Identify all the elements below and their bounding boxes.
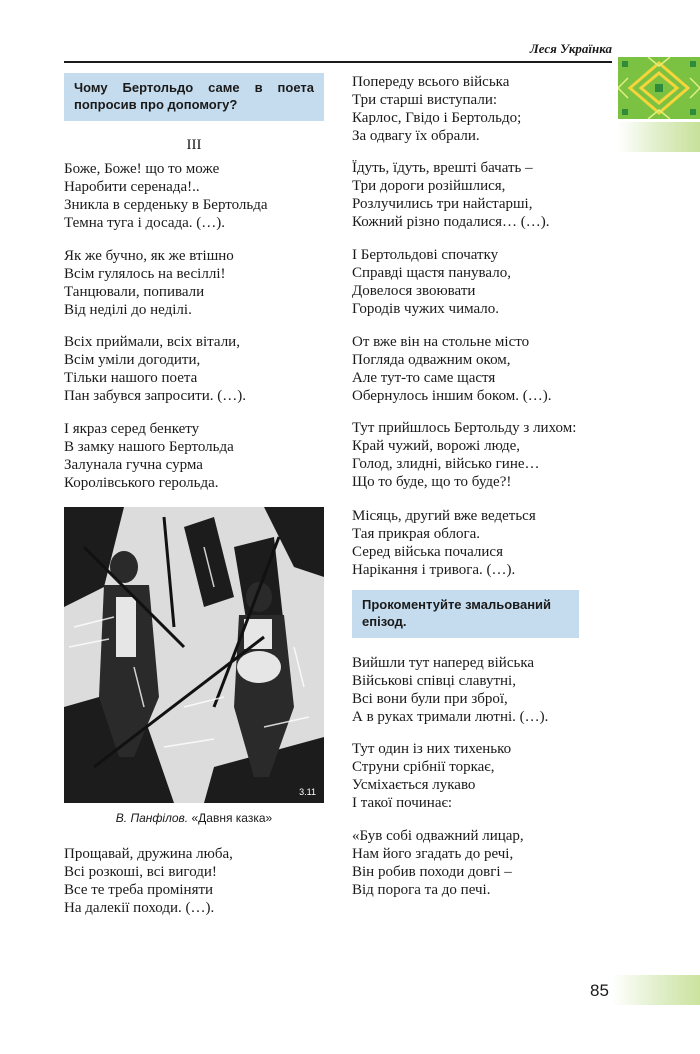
- poem-line: Що то буде, що то буде?!: [352, 474, 512, 490]
- illustration-caption: [64, 811, 324, 825]
- poem-stanza: [64, 420, 234, 492]
- poem-line: Вийшли тут наперед війська: [352, 655, 535, 671]
- poem-line: Тут прийшлось Бертольду з лихом:: [352, 420, 577, 436]
- poem-line: Всім гулялось на весіллі!: [64, 266, 226, 282]
- poem-line: Королівського герольда.: [64, 475, 219, 491]
- poem-line: Всім уміли догодити,: [64, 352, 201, 368]
- poem-stanza: [352, 740, 511, 812]
- poem-line: Боже, Боже! що то може: [64, 161, 220, 177]
- poem-line: Справді щастя панувало,: [352, 265, 511, 281]
- poem-line: Він робив походи довгі –: [352, 864, 512, 880]
- poem-line: Від порога та до печі.: [352, 882, 491, 898]
- poem-line: Пан забувся запросити. (…).: [64, 388, 247, 404]
- poem-stanza: [64, 333, 246, 405]
- poem-line: Три дороги розійшлися,: [352, 178, 506, 194]
- poem-line: Військові співці славутні,: [352, 673, 516, 689]
- poem-line: Але тут-то саме щастя: [352, 370, 496, 386]
- poem-line: Наробити серенада!..: [64, 179, 200, 195]
- embroidery-ornament-icon: [618, 57, 700, 119]
- poem-line: Як же бучно, як же втішно: [64, 248, 234, 264]
- poem-stanza: [352, 507, 536, 579]
- poem-line: От вже він на стольне місто: [352, 334, 530, 350]
- poem-line: Зникла в серденьку в Бертольда: [64, 197, 268, 213]
- poem-line: Місяць, другий вже ведеться: [352, 508, 536, 524]
- poem-line: На далекії походи. (…).: [64, 900, 215, 916]
- poem-line: Все те треба проміняти: [64, 882, 214, 898]
- poem-line: Всі вони були при зброї,: [352, 691, 508, 707]
- poem-stanza: [64, 845, 233, 917]
- poem-line: Край чужий, ворожі люде,: [352, 438, 521, 454]
- poem-line: Нам його згадать до речі,: [352, 846, 514, 862]
- poem-line: Від неділі до неділі.: [64, 302, 192, 318]
- poem-stanza: [352, 419, 576, 491]
- caption-title: «Давня казка»: [191, 811, 273, 825]
- poem-line: І такої починає:: [352, 795, 453, 811]
- woodcut-illustration: [64, 507, 324, 803]
- poem-line: Усміхається лукаво: [352, 777, 476, 793]
- poem-stanza: [64, 247, 234, 319]
- poem-line: Городів чужих чимало.: [352, 301, 500, 317]
- poem-line: Карлос, Гвідо і Бертольдо;: [352, 110, 522, 126]
- poem-line: Погляда одважним оком,: [352, 352, 511, 368]
- poem-line: Серед війська почалися: [352, 544, 503, 560]
- poem-line: Струни срібнії торкає,: [352, 759, 495, 775]
- poem-line: А в руках тримали лютні. (…).: [352, 709, 549, 725]
- poem-stanza: [352, 73, 521, 145]
- question-box: Прокоментуйте змальований епізод.: [352, 590, 579, 638]
- section-heading: ІІІ: [186, 137, 202, 153]
- poem-line: І Бертольдові спочатку: [352, 247, 499, 263]
- poem-line: Голод, злидні, військо гине…: [352, 456, 540, 472]
- poem-line: Танцювали, попивали: [64, 284, 205, 300]
- poem-line: Розлучились три найстарші,: [352, 196, 533, 212]
- poem-stanza: [64, 160, 268, 232]
- poem-line: Попереду всього війська: [352, 74, 510, 90]
- poem-line: Тут один із них тихенько: [352, 741, 512, 757]
- poem-stanza: [352, 654, 548, 726]
- decorative-gradient-band: [612, 975, 700, 1005]
- poem-line: Всі розкоші, всі вигоди!: [64, 864, 217, 880]
- poem-line: Кожний різно подалися… (…).: [352, 214, 550, 230]
- poem-stanza: [352, 246, 511, 318]
- artist-signature: 3.11: [299, 787, 316, 797]
- poem-line: Темна туга і досада. (…).: [64, 215, 226, 231]
- poem-line: Тая прикрая облога.: [352, 526, 481, 542]
- poem-line: Довелося звоювати: [352, 283, 476, 299]
- poem-stanza: [352, 159, 550, 231]
- poem-line: Залунала гучна сурма: [64, 457, 203, 473]
- poem-line: За одвагу їх обрали.: [352, 128, 480, 144]
- poem-line: Три старші виступали:: [352, 92, 498, 108]
- poem-line: Всіх приймали, всіх вітали,: [64, 334, 240, 350]
- header-rule: [64, 61, 612, 63]
- book-author-header: Леся Українка: [529, 41, 612, 56]
- poem-line: Їдуть, їдуть, врешті бачать –: [352, 160, 533, 176]
- poem-line: І якраз серед бенкету: [64, 421, 200, 437]
- poem-line: «Був собі одважний лицар,: [352, 828, 524, 844]
- poem-line: В замку нашого Бертольда: [64, 439, 234, 455]
- decorative-gradient-band: [618, 122, 700, 152]
- poem-line: Тільки нашого поета: [64, 370, 198, 386]
- poem-line: Нарікання і тривога. (…).: [352, 562, 516, 578]
- poem-line: Прощавай, дружина люба,: [64, 846, 233, 862]
- poem-stanza: [352, 827, 524, 899]
- question-box: Чому Бертольдо саме в поета попросив про допомогу?: [64, 73, 324, 121]
- poem-stanza: [352, 333, 552, 405]
- poem-line: Обернулось іншим боком. (…).: [352, 388, 552, 404]
- caption-author: В. Панфілов.: [115, 811, 189, 825]
- page-number: 85: [590, 981, 609, 1000]
